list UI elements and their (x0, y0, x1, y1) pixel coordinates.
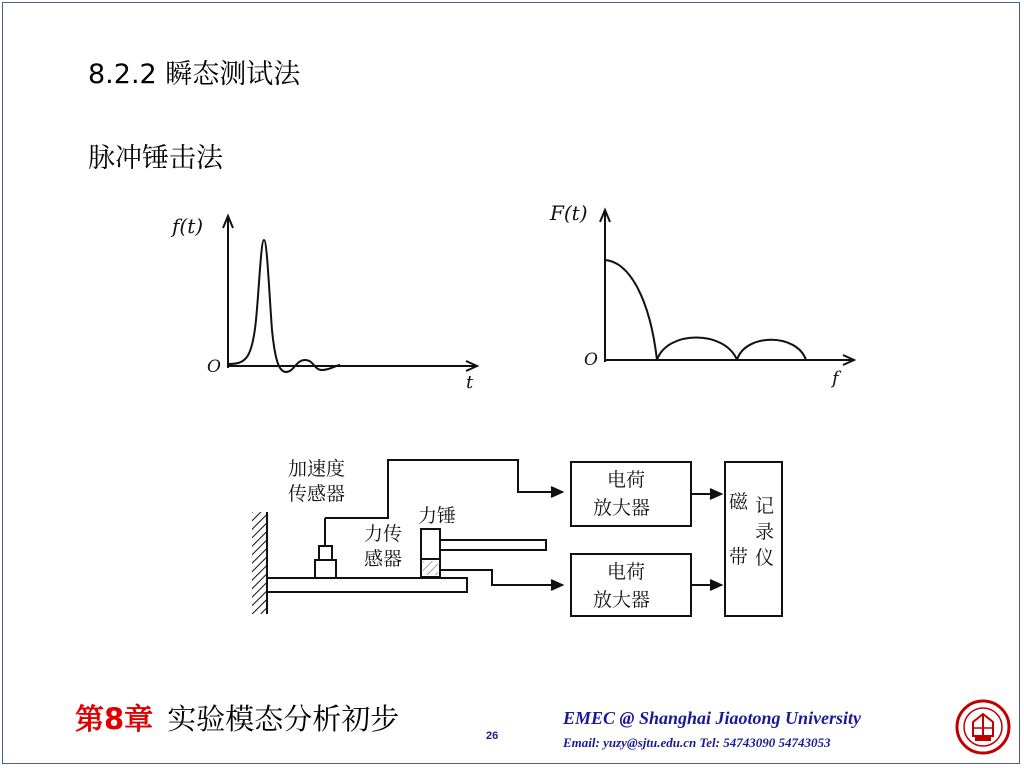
sjtu-seal-icon (955, 698, 1011, 756)
freq-origin-label: O (584, 350, 598, 370)
freq-x-label: f (832, 368, 839, 389)
recorder-col1-b: 带 (729, 546, 749, 568)
accelerometer-top (319, 546, 332, 560)
recorder-col1-a: 磁 (729, 491, 749, 513)
time-x-label: t (466, 372, 474, 393)
fixed-wall (252, 512, 267, 614)
accelerometer-label-2: 传感器 (288, 483, 346, 505)
freq-y-label: F(t) (550, 201, 588, 225)
footer-chapter (75, 697, 399, 738)
recorder-col2-c: 仪 (755, 547, 775, 569)
arrow-to-recorder-top (710, 489, 721, 499)
hammer-head (421, 529, 440, 559)
university-line: EMEC @ Shanghai Jiaotong University (563, 708, 862, 728)
force-sensor-fill (423, 561, 438, 575)
frequency-spectrum-plot (600, 210, 854, 365)
slide-title: 8.2.2 瞬态测试法 (88, 59, 301, 90)
charge-amp-top-label-2: 放大器 (593, 497, 651, 519)
arrow-to-recorder-bottom (710, 580, 721, 590)
chapter-name: 实验模态分析初步 (167, 702, 400, 736)
slide-subtitle: 脉冲锤击法 (88, 143, 223, 174)
chapter-number: 第8章 (75, 702, 154, 736)
hammer-handle (440, 540, 546, 550)
arrow-to-bottom-amp (551, 580, 562, 590)
side-lobe-1 (657, 338, 737, 361)
impulse-curve (228, 240, 340, 372)
recorder-col2-a: 记 (755, 495, 775, 517)
charge-amp-top-label-1: 电荷 (607, 469, 646, 491)
time-y-label: f(t) (172, 214, 204, 238)
time-pulse-plot (223, 216, 477, 372)
charge-amp-bottom-label-2: 放大器 (593, 589, 651, 611)
arrow-to-top-amp (551, 487, 562, 497)
main-lobe (605, 260, 657, 360)
cantilever-beam (267, 578, 467, 592)
recorder-col2-b: 录 (755, 521, 775, 543)
force-sensor-label-1: 力传 (364, 523, 403, 545)
hammer-label: 力锤 (418, 505, 457, 527)
accelerometer (315, 560, 336, 578)
charge-amp-bottom-label-1: 电荷 (607, 561, 646, 583)
side-lobe-2 (737, 340, 806, 360)
page-number: 26 (486, 730, 499, 742)
accelerometer-label-1: 加速度 (288, 458, 346, 480)
time-origin-label: O (207, 357, 221, 377)
force-sensor-label-2: 感器 (364, 548, 403, 570)
contact-line: Email: yuzy@sjtu.edu.cn Tel: 54743090 54743053 (563, 735, 831, 750)
